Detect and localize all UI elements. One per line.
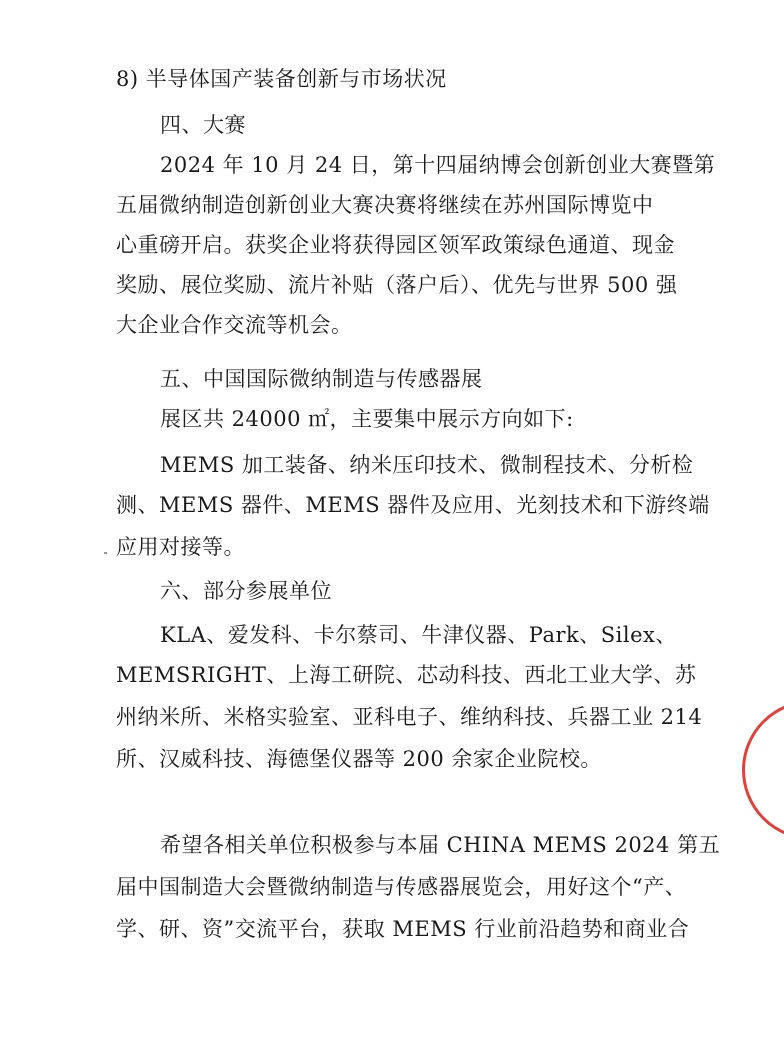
paragraph-line: 2024 年 10 月 24 日，第十四届纳博会创新创业大赛暨第 <box>160 153 716 177</box>
paragraph-line: 应用对接等。 <box>116 535 245 559</box>
paragraph-line: 五届微纳制造创新创业大赛决赛将继续在苏州国际博览中 <box>116 193 654 217</box>
paragraph-line: 届中国制造大会暨微纳制造与传感器展览会，用好这个“产、 <box>116 875 687 899</box>
red-seal-stamp <box>742 700 784 840</box>
paragraph-line: MEMS 加工装备、纳米压印技术、微制程技术、分析检 <box>160 453 694 477</box>
scan-speck <box>104 552 107 554</box>
paragraph-line: 希望各相关单位积极参与本届 CHINA MEMS 2024 第五 <box>160 833 721 857</box>
paragraph-line: 展区共 24000 ㎡，主要集中展示方向如下: <box>160 407 574 431</box>
paragraph-line: 大企业合作交流等机会。 <box>116 313 353 337</box>
section-heading-exhibitors: 六、部分参展单位 <box>160 579 332 603</box>
paragraph-line: 测、MEMS 器件、MEMS 器件及应用、光刻技术和下游终端 <box>116 493 710 517</box>
paragraph-line: 所、汉威科技、海德堡仪器等 200 余家企业院校。 <box>116 747 602 771</box>
section-heading-competition: 四、大赛 <box>160 113 246 137</box>
list-item-8: 8) 半导体国产装备创新与市场状况 <box>116 67 447 91</box>
section-heading-exhibition: 五、中国国际微纳制造与传感器展 <box>160 367 483 391</box>
paragraph-line: KLA、爱发科、卡尔蔡司、牛津仪器、Park、Silex、 <box>160 623 677 647</box>
seal-lettering <box>749 700 769 723</box>
paragraph-line: 州纳米所、米格实验室、亚科电子、维纳科技、兵器工业 214 <box>116 705 703 729</box>
paragraph-line: 奖励、展位奖励、流片补贴（落户后）、优先与世界 500 强 <box>116 273 678 297</box>
paragraph-line: MEMSRIGHT、上海工研院、芯动科技、西北工业大学、苏 <box>116 663 697 687</box>
paragraph-line: 学、研、资”交流平台，获取 MEMS 行业前沿趋势和商业合 <box>116 917 690 941</box>
paragraph-line: 心重磅开启。获奖企业将获得园区领军政策绿色通道、现金 <box>116 233 675 257</box>
